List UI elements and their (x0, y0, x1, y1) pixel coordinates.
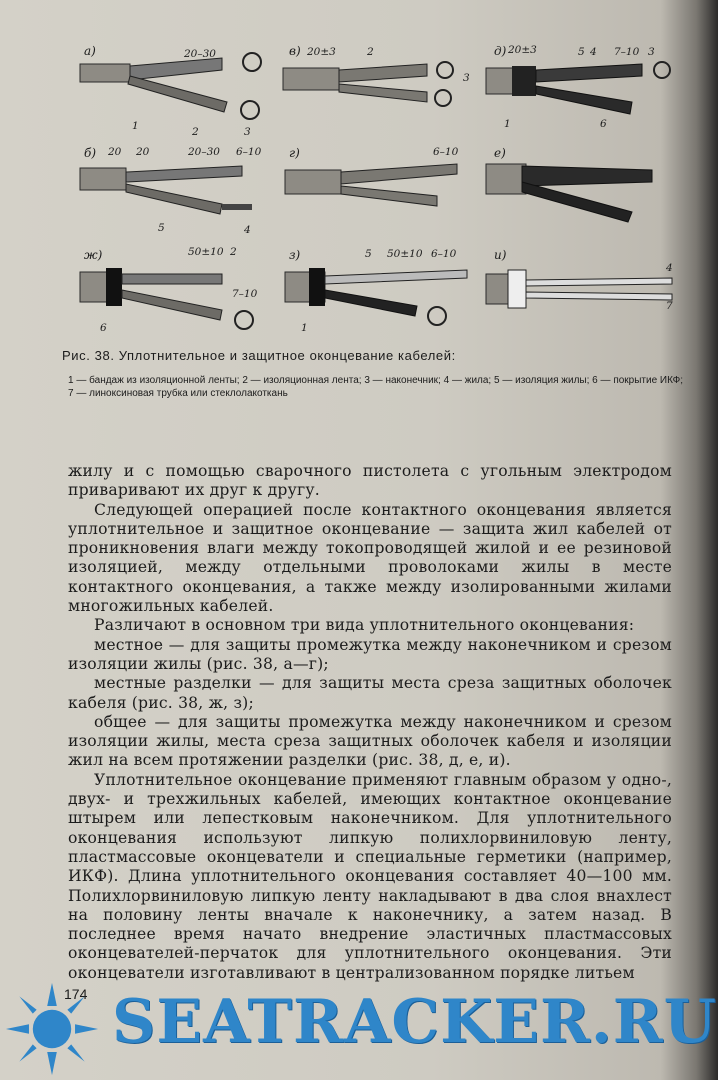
callout-number: 3 (244, 126, 251, 138)
dimension-label: 20 (136, 146, 150, 158)
paragraph: Уплотнительное оконцевание применяют главным образом у одно-, двух- и трехжильных кабелей, имеющих контактное оконцевание штырем или лепестковым наконечником. Для уплотнительного оконцевания используют липкую полихлорвиниловую ленту, пластмассовые оконцеватели и специальные герметики (например, ИКФ). Длина уплотнительного оконцевания составляет 40—100 мм. Полихлорвиниловую липкую ленту накладывают в два слоя внахлест на половину ленты вначале к наконечнику, а затем назад. В последнее время начато внедрение эластичных пластмассовых оконцевателей-перчаток для уплотнительного оконцевания. Эти оконцеватели изготавливают в централизованном порядке литьем (68, 770, 672, 982)
watermark (0, 965, 718, 1080)
dimension-label: 20 (108, 146, 122, 158)
figure-panel-z (277, 244, 477, 339)
dimension-label: 20–30 (188, 146, 220, 158)
panel-label: е) (494, 146, 506, 160)
dimension-label: 6–10 (431, 248, 457, 260)
callout-number: 3 (648, 46, 655, 58)
figure-38 (72, 40, 682, 340)
figure-panel-v (277, 40, 477, 135)
dimension-label: 7–10 (232, 288, 258, 300)
callout-number: 6 (600, 118, 607, 130)
callout-number: 3 (463, 72, 470, 84)
figure-panel-i (482, 244, 682, 339)
callout-number: 5 (158, 222, 165, 234)
cable-drawing (482, 142, 682, 237)
figure-panel-e (482, 142, 682, 237)
dimension-label: 50±10 (188, 246, 224, 258)
dimension-label: 20–30 (184, 48, 216, 60)
paragraph: общее — для защиты промежутка между наконечником и срезом изоляции жилы, места среза защитных оболочек кабеля и изоляции жил на всем протяжении разделки (рис. 38, д, е, и). (68, 712, 672, 770)
figure-legend: 1 — бандаж из изоляционной ленты; 2 — изоляционная лента; 3 — наконечник; 4 — жила; 5 — изоляция жилы; 6 — покрытие ИКФ; 7 — линоксиновая трубка или стеклолакоткань (68, 375, 683, 399)
callout-number: 6 (100, 322, 107, 334)
body-text (68, 462, 672, 983)
panel-label: г) (289, 146, 300, 160)
panel-label: б) (84, 146, 97, 160)
callout-number: 4 (666, 262, 673, 274)
figure-panel-zh (72, 244, 272, 339)
panel-label: з) (289, 248, 301, 262)
dimension-label: 6–10 (433, 146, 459, 158)
paragraph: местное — для защиты промежутка между наконечником и срезом изоляции жилы (рис. 38, а—г); (68, 635, 672, 673)
cable-drawing (482, 244, 682, 339)
callout-number: 2 (367, 46, 374, 58)
callout-number: 2 (192, 126, 199, 138)
paragraph: жилу и с помощью сварочного пистолета с угольным электродом приваривают их друг к другу. (68, 462, 672, 500)
callout-number: 4 (590, 46, 597, 58)
callout-number: 5 (578, 46, 585, 58)
panel-label: и) (494, 248, 507, 262)
dimension-label: 50±10 (387, 248, 423, 260)
callout-number: 5 (365, 248, 372, 260)
panel-label: д) (494, 44, 507, 58)
watermark-text: SEATRACKER.RU (112, 987, 717, 1057)
figure-panel-a (72, 40, 272, 138)
figure-panel-g (277, 142, 477, 237)
callout-number: 2 (230, 246, 237, 258)
figure-caption: Рис. 38. Уплотнительное и защитное оконцевание кабелей: (62, 348, 456, 363)
callout-number: 7 (666, 300, 673, 312)
figure-panel-d (482, 40, 682, 135)
dimension-label: 7–10 (614, 46, 640, 58)
page-number: 174 (64, 986, 88, 1002)
dimension-label: 20±3 (508, 44, 537, 56)
cable-drawing (72, 40, 272, 135)
callout-number: 1 (504, 118, 511, 130)
paragraph: Следующей операцией после контактного оконцевания является уплотнительное и защитное оконцевание — защита жил кабелей от проникновения влаги между токопроводящей жилой и ее резиновой изоляцией, между отдельными проволоками жилы в месте контактного оконцевания, а также между изолированными жилами многожильных кабелей. (68, 500, 672, 616)
paragraph: Различают в основном три вида уплотнительного оконцевания: (94, 616, 635, 635)
panel-label: в) (289, 44, 301, 58)
panel-label: а) (84, 44, 96, 58)
panel-label: ж) (84, 248, 103, 262)
figure-panel-b (72, 142, 272, 237)
dimension-label: 6–10 (236, 146, 262, 158)
paragraph: местные разделки — для защиты места среза защитных оболочек кабеля (рис. 38, ж, з); (68, 674, 672, 712)
callout-number: 4 (244, 224, 251, 236)
callout-number: 1 (301, 322, 308, 334)
callout-number: 1 (132, 120, 139, 132)
sun-icon (4, 981, 100, 1077)
dimension-label: 20±3 (307, 46, 336, 58)
